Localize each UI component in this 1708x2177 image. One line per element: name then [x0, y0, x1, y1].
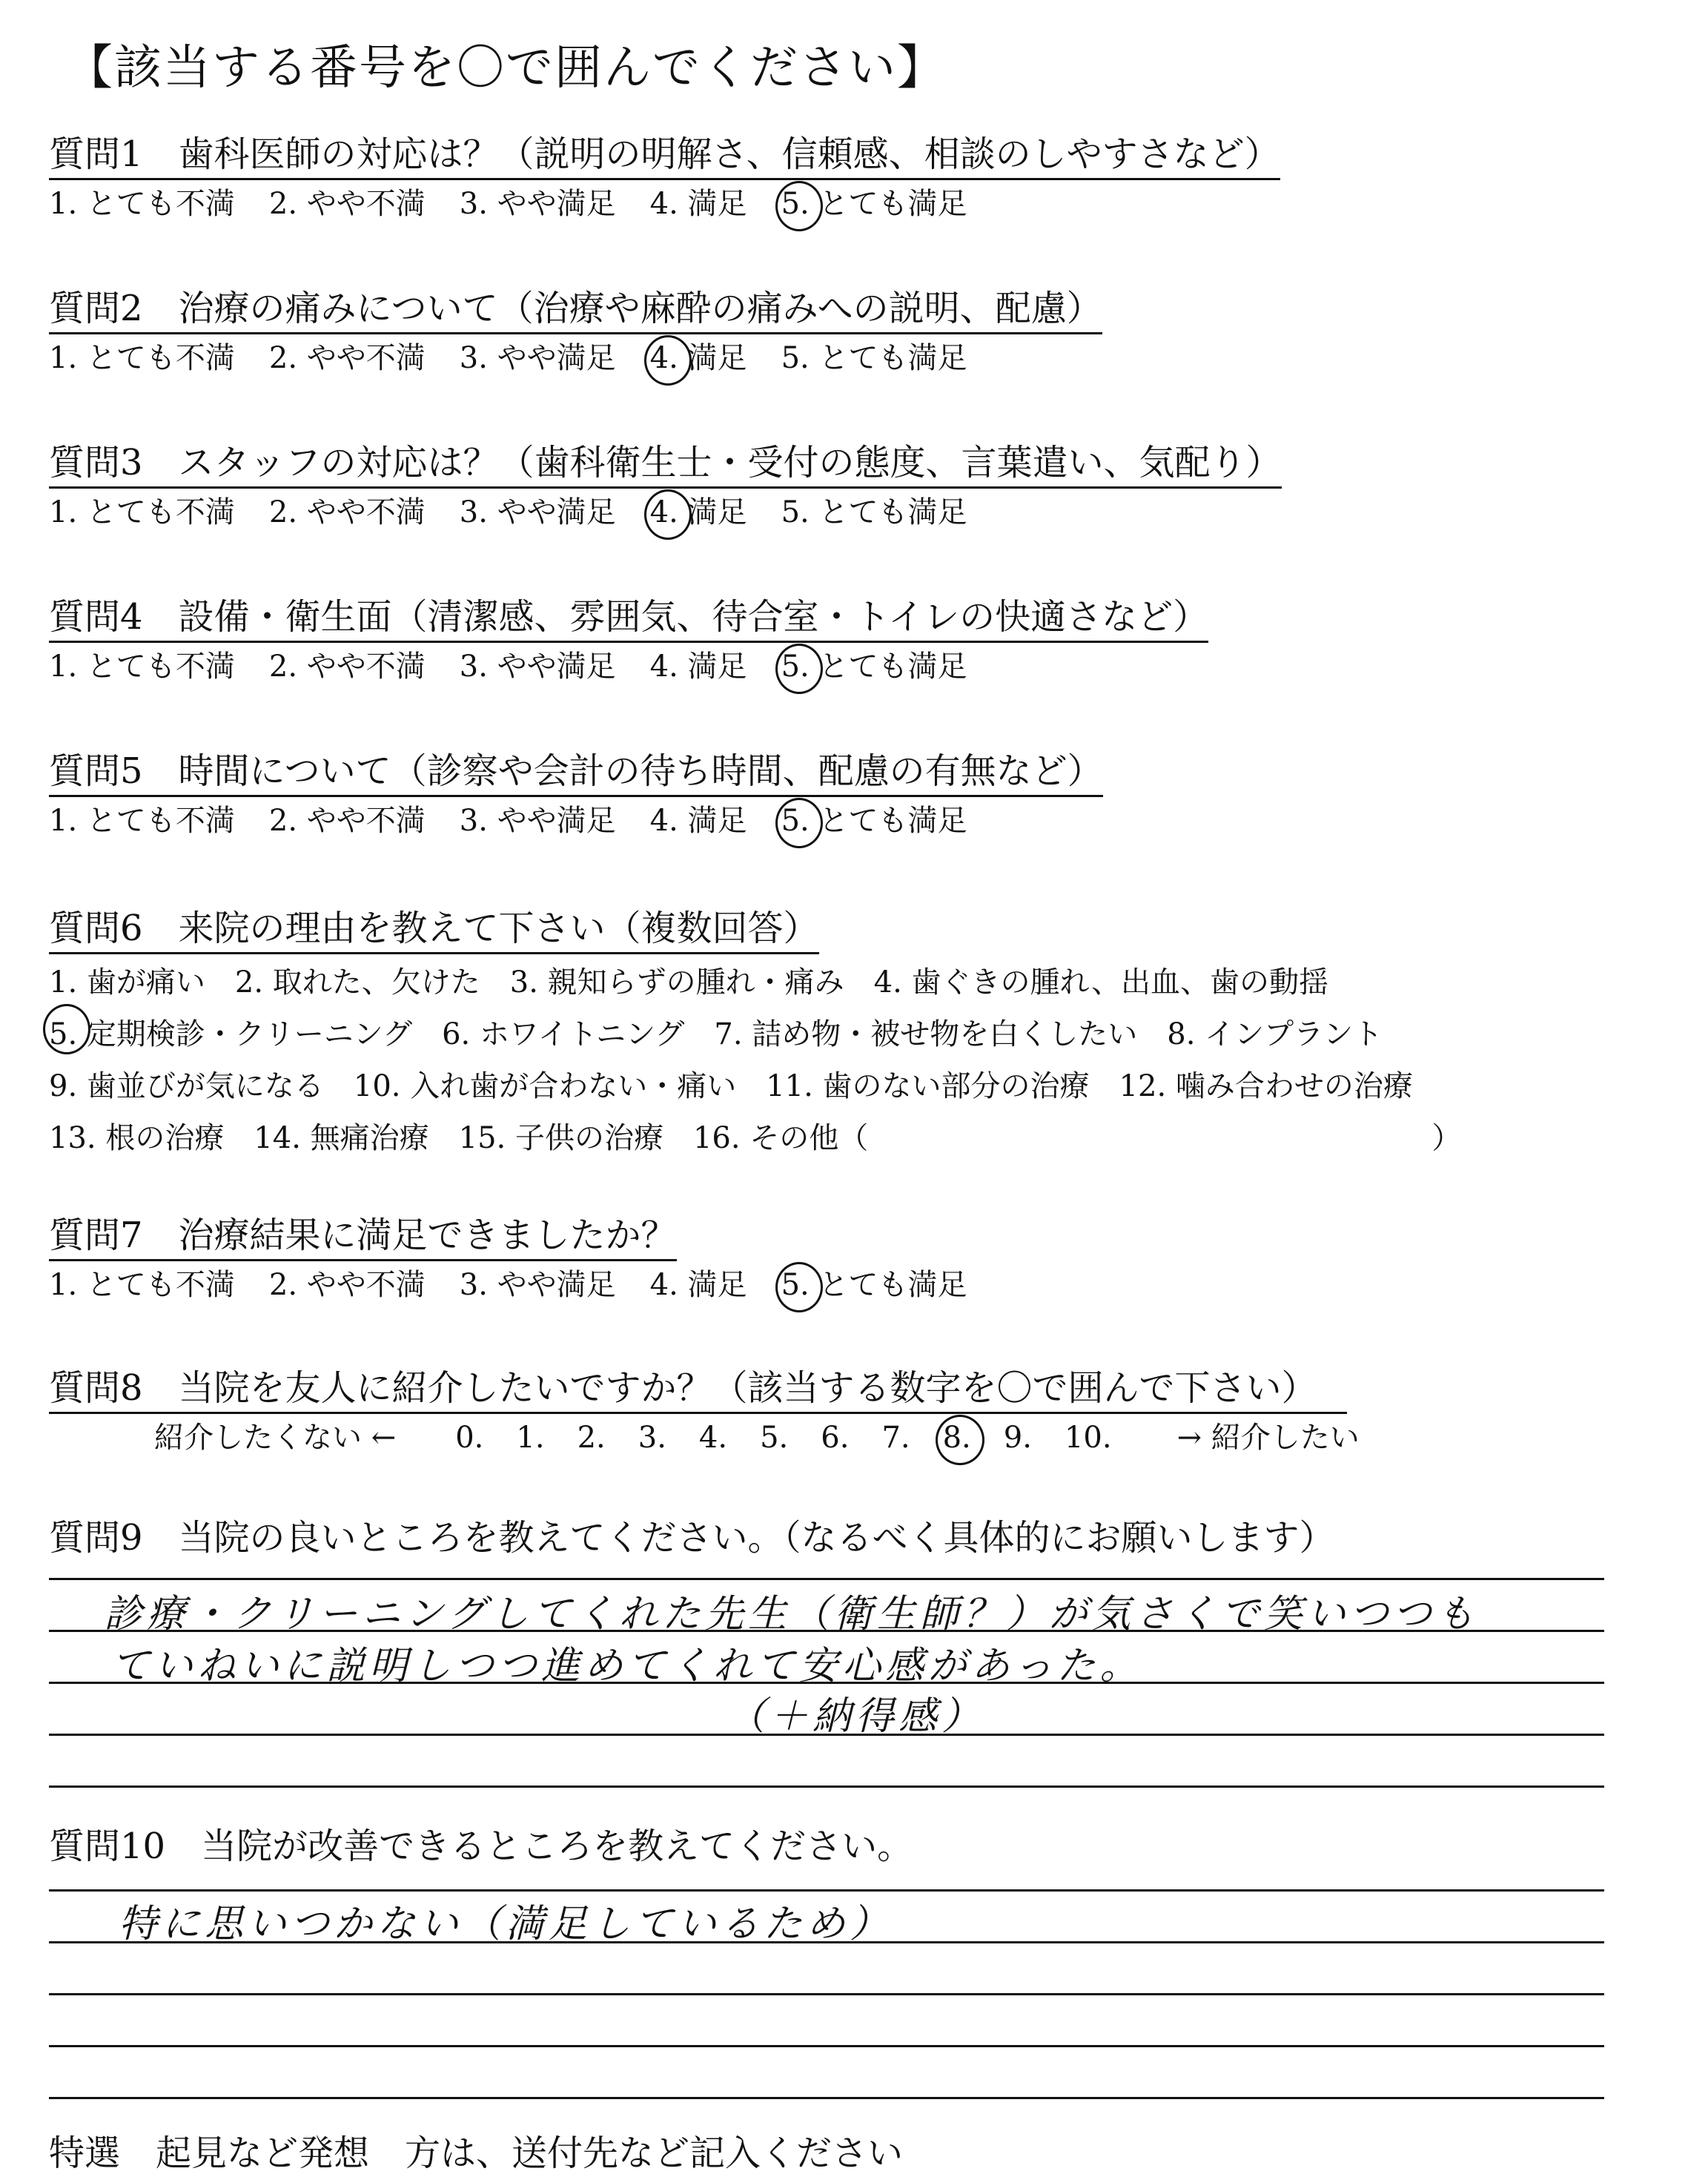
q3-option-5[interactable]: 5. とても満足: [781, 495, 967, 529]
q8-scale-option[interactable]: 9.: [1003, 1421, 1032, 1455]
q8-scale-option[interactable]: 0.: [455, 1421, 484, 1455]
q3-option-2[interactable]: 2. やや不満: [268, 495, 426, 529]
q3-title: 質問3 スタッフの対応は？（歯科衛生士・受付の態度、言葉遣い、気配り）: [49, 440, 1282, 489]
q4-option-5[interactable]: 5. とても満足: [781, 650, 967, 684]
q2-option-2[interactable]: 2. やや不満: [268, 341, 426, 375]
q6-option[interactable]: 2. 取れた、欠けた: [234, 965, 480, 1000]
q8-scale-option[interactable]: 1.: [516, 1421, 545, 1455]
q10-title: 質問10 当院が改善できるところを教えてください。: [49, 1826, 913, 1867]
q7-options: [49, 1266, 1001, 1304]
q6-option[interactable]: 15. 子供の治療: [458, 1121, 663, 1155]
q4-title: 質問4 設備・衛生面（清潔感、雰囲気、待合室・トイレの快適さなど）: [49, 595, 1208, 643]
q7-option-3[interactable]: 3. やや満足: [459, 1268, 616, 1302]
q8-right-label: → 紹介したい: [1176, 1421, 1360, 1455]
q4-option-1[interactable]: 1. とても不満: [49, 650, 235, 684]
q6-option[interactable]: 3. 親知らずの腫れ・痛み: [509, 965, 844, 1000]
q6-option[interactable]: 4. 歯ぐきの腫れ、出血、歯の動揺: [873, 965, 1328, 1000]
q6-option[interactable]: 14. 無痛治療: [254, 1121, 429, 1155]
q6-option[interactable]: 9. 歯並びが気になる: [49, 1069, 324, 1103]
q10-answer-line-1: 特に思いつかない（満足しているため）: [119, 1902, 893, 1946]
q3-option-4[interactable]: 4. 満足: [649, 495, 747, 529]
q6-option[interactable]: 10. 入れ歯が合わない・痛い: [353, 1069, 737, 1103]
q6-option[interactable]: 1. 歯が痛い: [49, 965, 205, 1000]
q9-answer-line-3: （＋納得感）: [726, 1694, 985, 1739]
q3-option-3[interactable]: 3. やや満足: [459, 495, 616, 529]
q2-option-3[interactable]: 3. やや満足: [459, 341, 616, 375]
q1-option-5[interactable]: 5. とても満足: [781, 187, 967, 221]
q1-options: [49, 185, 1001, 222]
q7-option-4[interactable]: 4. 満足: [649, 1268, 747, 1302]
q8-left-label: 紹介したくない ←: [154, 1421, 397, 1455]
page-heading: 【該当する番号を〇で囲んでください】: [65, 41, 946, 96]
q6-row: [49, 1060, 1491, 1112]
q8-scale-option[interactable]: 7.: [881, 1421, 910, 1455]
q1-option-4[interactable]: 4. 満足: [649, 187, 747, 221]
q8-title: 質問8 当院を友人に紹介したいですか？（該当する数字を〇で囲んで下さい）: [49, 1366, 1347, 1414]
q2-option-4[interactable]: 4. 満足: [649, 341, 747, 375]
q9-title: 質問9 当院の良いところを教えてください。（なるべく具体的にお願いします）: [49, 1517, 1335, 1559]
q6-row: [49, 1008, 1491, 1060]
q8-scale: [154, 1419, 1392, 1456]
q8-scale-option[interactable]: 10.: [1064, 1421, 1112, 1455]
q1-option-3[interactable]: 3. やや満足: [459, 187, 616, 221]
q8-scale-option[interactable]: 8.: [942, 1421, 971, 1455]
q5-option-2[interactable]: 2. やや不満: [268, 804, 426, 838]
q1-option-2[interactable]: 2. やや不満: [268, 187, 426, 221]
q7-option-2[interactable]: 2. やや不満: [268, 1268, 426, 1302]
q6-option: ）: [1431, 1121, 1462, 1155]
q2-title: 質問2 治療の痛みについて（治療や麻酔の痛みへの説明、配慮）: [49, 286, 1102, 334]
q8-scale-option[interactable]: 4.: [698, 1421, 728, 1455]
q7-option-1[interactable]: 1. とても不満: [49, 1268, 235, 1302]
q4-options: [49, 648, 1001, 685]
q1-option-1[interactable]: 1. とても不満: [49, 187, 235, 221]
q6-option[interactable]: 8. インプラント: [1167, 1017, 1383, 1051]
q5-option-1[interactable]: 1. とても不満: [49, 804, 235, 838]
q2-option-1[interactable]: 1. とても不満: [49, 341, 235, 375]
q4-option-3[interactable]: 3. やや満足: [459, 650, 616, 684]
q6-row: [49, 957, 1491, 1008]
q5-options: [49, 802, 1001, 839]
q6-option[interactable]: 6. ホワイトニング: [442, 1017, 685, 1051]
q9-answer-line-2: ていねいに説明しつつ進めてくれて安心感があった。: [111, 1644, 1143, 1688]
q5-option-3[interactable]: 3. やや満足: [459, 804, 616, 838]
footer-cut-text: 特選 起見など発想 方は、送付先など記入ください: [49, 2133, 904, 2174]
q6-option[interactable]: 7. 詰め物・被せ物を白くしたい: [714, 1017, 1138, 1051]
q1-title: 質問1 歯科医師の対応は？（説明の明解さ、信頼感、相談のしやすさなど）: [49, 132, 1280, 180]
q8-scale-option[interactable]: 6.: [821, 1421, 850, 1455]
q9-answer-line-1: 診療・クリーニングしてくれた先生（衛生師？）が気さくで笑いつつも: [104, 1592, 1479, 1636]
q5-title: 質問5 時間について（診察や会計の待ち時間、配慮の有無など）: [49, 749, 1103, 797]
q4-option-2[interactable]: 2. やや不満: [268, 650, 426, 684]
q7-title: 質問7 治療結果に満足できましたか？: [49, 1213, 677, 1261]
q8-scale-option[interactable]: 3.: [638, 1421, 666, 1455]
q6-options: [49, 957, 1491, 1164]
q6-option[interactable]: 12. 噛み合わせの治療: [1119, 1069, 1413, 1103]
q5-option-5[interactable]: 5. とても満足: [781, 804, 967, 838]
q6-row: [49, 1112, 1491, 1164]
q6-option[interactable]: 16. その他（: [692, 1121, 869, 1155]
q2-option-5[interactable]: 5. とても満足: [781, 341, 967, 375]
q8-scale-option[interactable]: 5.: [760, 1421, 789, 1455]
q6-title: 質問6 来院の理由を教えて下さい（複数回答）: [49, 906, 819, 954]
q8-scale-option[interactable]: 2.: [577, 1421, 606, 1455]
q5-option-4[interactable]: 4. 満足: [649, 804, 747, 838]
q6-option[interactable]: 11. 歯のない部分の治療: [766, 1069, 1090, 1103]
q3-options: [49, 494, 1001, 531]
q6-option[interactable]: 13. 根の治療: [49, 1121, 225, 1155]
q2-options: [49, 340, 1001, 377]
q7-option-5[interactable]: 5. とても満足: [781, 1268, 967, 1302]
q6-option[interactable]: 5. 定期検診・クリーニング: [49, 1008, 412, 1060]
q3-option-1[interactable]: 1. とても不満: [49, 495, 235, 529]
q4-option-4[interactable]: 4. 満足: [649, 650, 747, 684]
